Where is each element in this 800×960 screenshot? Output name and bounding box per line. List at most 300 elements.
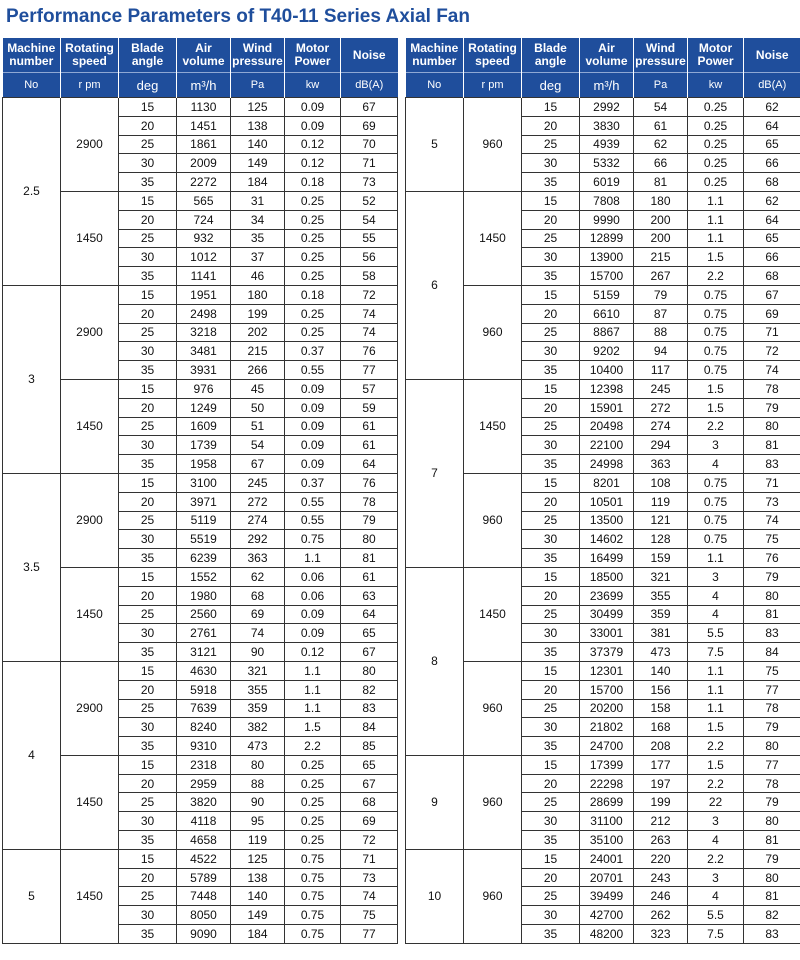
- machine-number-cell: 9: [406, 755, 464, 849]
- machine-number-cell: 4: [3, 661, 61, 849]
- blade-angle-cell: 20: [522, 116, 580, 135]
- blade-angle-cell: 15: [119, 379, 177, 398]
- machine-number-cell: 10: [406, 849, 464, 943]
- noise-cell: 64: [341, 605, 398, 624]
- motor-power-cell: 4: [688, 887, 744, 906]
- motor-power-cell: 0.75: [285, 925, 341, 944]
- noise-cell: 69: [341, 116, 398, 135]
- wind-pressure-cell: 180: [634, 191, 688, 210]
- blade-angle-cell: 30: [522, 248, 580, 267]
- blade-angle-unit: deg: [522, 73, 580, 98]
- noise-cell: 80: [341, 661, 398, 680]
- rotating-speed-unit: r pm: [464, 73, 522, 98]
- blade-angle-cell: 15: [119, 849, 177, 868]
- air-volume-cell: 4118: [177, 812, 231, 831]
- noise-cell: 67: [341, 98, 398, 117]
- noise-unit: dB(A): [744, 73, 800, 98]
- air-volume-cell: 31100: [580, 812, 634, 831]
- noise-cell: 74: [341, 304, 398, 323]
- air-volume-cell: 20701: [580, 868, 634, 887]
- motor-power-cell: 0.25: [285, 267, 341, 286]
- motor-power-cell: 0.75: [285, 530, 341, 549]
- table-row: [406, 755, 800, 774]
- air-volume-cell: 13500: [580, 511, 634, 530]
- rotating-speed-cell: 960: [464, 755, 522, 849]
- rotating-speed-cell: 1450: [61, 849, 119, 943]
- noise-cell: 62: [744, 191, 800, 210]
- noise-cell: 79: [744, 718, 800, 737]
- air-volume-cell: 12899: [580, 229, 634, 248]
- motor-power-cell: 3: [688, 868, 744, 887]
- wind-pressure-unit: Pa: [231, 73, 285, 98]
- noise-cell: 79: [744, 398, 800, 417]
- blade-angle-cell: 30: [119, 812, 177, 831]
- air-volume-cell: 28699: [580, 793, 634, 812]
- blade-angle-cell: 15: [522, 661, 580, 680]
- rotating-speed-header: Rotating speed: [61, 38, 119, 73]
- motor-power-cell: 1.5: [688, 755, 744, 774]
- blade-angle-cell: 30: [119, 248, 177, 267]
- motor-power-cell: 5.5: [688, 624, 744, 643]
- table-row: [406, 567, 800, 586]
- wind-pressure-cell: 382: [231, 718, 285, 737]
- wind-pressure-cell: 246: [634, 887, 688, 906]
- motor-power-cell: 0.75: [688, 511, 744, 530]
- wind-pressure-cell: 272: [231, 492, 285, 511]
- noise-cell: 75: [744, 661, 800, 680]
- blade-angle-cell: 15: [119, 473, 177, 492]
- blade-angle-cell: 25: [119, 135, 177, 154]
- wind-pressure-cell: 262: [634, 906, 688, 925]
- air-volume-cell: 2009: [177, 154, 231, 173]
- motor-power-cell: 0.12: [285, 135, 341, 154]
- air-volume-cell: 1861: [177, 135, 231, 154]
- wind-pressure-cell: 184: [231, 925, 285, 944]
- blade-angle-unit: deg: [119, 73, 177, 98]
- motor-power-cell: 5.5: [688, 906, 744, 925]
- air-volume-cell: 1958: [177, 455, 231, 474]
- noise-cell: 84: [341, 718, 398, 737]
- wind-pressure-cell: 66: [634, 154, 688, 173]
- air-volume-cell: 18500: [580, 567, 634, 586]
- noise-cell: 66: [744, 154, 800, 173]
- noise-cell: 69: [744, 304, 800, 323]
- air-volume-cell: 22100: [580, 436, 634, 455]
- air-volume-cell: 5119: [177, 511, 231, 530]
- noise-cell: 64: [341, 455, 398, 474]
- rotating-speed-cell: 960: [464, 285, 522, 379]
- noise-cell: 67: [341, 643, 398, 662]
- motor-power-cell: 0.09: [285, 379, 341, 398]
- wind-pressure-cell: 323: [634, 925, 688, 944]
- noise-cell: 79: [744, 567, 800, 586]
- rotating-speed-cell: 1450: [464, 379, 522, 473]
- noise-cell: 78: [744, 379, 800, 398]
- blade-angle-cell: 15: [522, 849, 580, 868]
- blade-angle-cell: 20: [119, 116, 177, 135]
- motor-power-unit: kw: [285, 73, 341, 98]
- blade-angle-cell: 25: [522, 793, 580, 812]
- wind-pressure-cell: 321: [231, 661, 285, 680]
- wind-pressure-cell: 140: [634, 661, 688, 680]
- blade-angle-cell: 25: [119, 887, 177, 906]
- motor-power-cell: 0.25: [285, 210, 341, 229]
- motor-power-cell: 1.1: [285, 549, 341, 568]
- wind-pressure-cell: 159: [634, 549, 688, 568]
- blade-angle-cell: 20: [522, 868, 580, 887]
- wind-pressure-cell: 363: [634, 455, 688, 474]
- air-volume-cell: 8201: [580, 473, 634, 492]
- wind-pressure-header: Wind pressure: [634, 38, 688, 73]
- blade-angle-cell: 15: [119, 285, 177, 304]
- blade-angle-cell: 20: [119, 210, 177, 229]
- table-header: [406, 38, 800, 98]
- air-volume-cell: 3121: [177, 643, 231, 662]
- noise-cell: 77: [341, 361, 398, 380]
- table-body: [406, 98, 800, 944]
- header-row: [406, 38, 800, 73]
- noise-cell: 74: [341, 323, 398, 342]
- air-volume-cell: 3218: [177, 323, 231, 342]
- air-volume-cell: 42700: [580, 906, 634, 925]
- blade-angle-cell: 35: [522, 925, 580, 944]
- motor-power-cell: 0.09: [285, 436, 341, 455]
- air-volume-cell: 1609: [177, 417, 231, 436]
- noise-cell: 57: [341, 379, 398, 398]
- wind-pressure-cell: 121: [634, 511, 688, 530]
- air-volume-cell: 2560: [177, 605, 231, 624]
- air-volume-cell: 3481: [177, 342, 231, 361]
- blade-angle-cell: 25: [119, 417, 177, 436]
- wind-pressure-cell: 119: [634, 492, 688, 511]
- wind-pressure-cell: 50: [231, 398, 285, 417]
- wind-pressure-cell: 200: [634, 229, 688, 248]
- motor-power-cell: 0.75: [285, 906, 341, 925]
- table-row: [3, 755, 398, 774]
- noise-cell: 83: [341, 699, 398, 718]
- machine-number-cell: 5: [3, 849, 61, 943]
- blade-angle-cell: 25: [522, 699, 580, 718]
- air-volume-cell: 1141: [177, 267, 231, 286]
- wind-pressure-cell: 34: [231, 210, 285, 229]
- blade-angle-cell: 35: [119, 549, 177, 568]
- blade-angle-cell: 30: [119, 436, 177, 455]
- wind-pressure-cell: 200: [634, 210, 688, 229]
- motor-power-cell: 1.5: [688, 718, 744, 737]
- table-row: [406, 98, 800, 117]
- wind-pressure-cell: 243: [634, 868, 688, 887]
- wind-pressure-cell: 359: [634, 605, 688, 624]
- rotating-speed-cell: 1450: [61, 379, 119, 473]
- wind-pressure-cell: 119: [231, 831, 285, 850]
- blade-angle-cell: 15: [119, 567, 177, 586]
- air-volume-cell: 9202: [580, 342, 634, 361]
- rotating-speed-cell: 960: [464, 98, 522, 192]
- blade-angle-cell: 15: [119, 191, 177, 210]
- wind-pressure-cell: 292: [231, 530, 285, 549]
- blade-angle-cell: 25: [119, 511, 177, 530]
- noise-cell: 66: [744, 248, 800, 267]
- noise-cell: 84: [744, 643, 800, 662]
- noise-cell: 81: [744, 887, 800, 906]
- machine-number-cell: 5: [406, 98, 464, 192]
- air-volume-cell: 2272: [177, 173, 231, 192]
- air-volume-cell: 3931: [177, 361, 231, 380]
- wind-pressure-cell: 125: [231, 849, 285, 868]
- noise-cell: 64: [744, 210, 800, 229]
- air-volume-cell: 7639: [177, 699, 231, 718]
- motor-power-cell: 0.25: [688, 154, 744, 173]
- motor-power-cell: 1.5: [688, 379, 744, 398]
- noise-cell: 58: [341, 267, 398, 286]
- noise-cell: 71: [341, 154, 398, 173]
- wind-pressure-cell: 245: [231, 473, 285, 492]
- air-volume-cell: 8240: [177, 718, 231, 737]
- motor-power-cell: 2.2: [688, 417, 744, 436]
- air-volume-cell: 8867: [580, 323, 634, 342]
- table-body: [3, 98, 398, 944]
- motor-power-cell: 0.75: [285, 849, 341, 868]
- motor-power-cell: 0.25: [285, 812, 341, 831]
- blade-angle-cell: 15: [119, 98, 177, 117]
- motor-power-cell: 0.75: [688, 473, 744, 492]
- noise-cell: 52: [341, 191, 398, 210]
- noise-cell: 68: [744, 173, 800, 192]
- air-volume-cell: 12398: [580, 379, 634, 398]
- motor-power-cell: 3: [688, 567, 744, 586]
- noise-cell: 68: [744, 267, 800, 286]
- wind-pressure-cell: 197: [634, 774, 688, 793]
- air-volume-cell: 35100: [580, 831, 634, 850]
- noise-cell: 81: [341, 549, 398, 568]
- air-volume-cell: 932: [177, 229, 231, 248]
- blade-angle-cell: 30: [522, 436, 580, 455]
- air-volume-cell: 23699: [580, 586, 634, 605]
- wind-pressure-cell: 90: [231, 643, 285, 662]
- blade-angle-cell: 20: [522, 586, 580, 605]
- air-volume-cell: 48200: [580, 925, 634, 944]
- blade-angle-cell: 30: [119, 530, 177, 549]
- table-row: [406, 661, 800, 680]
- noise-cell: 70: [341, 135, 398, 154]
- motor-power-cell: 4: [688, 586, 744, 605]
- wind-pressure-cell: 266: [231, 361, 285, 380]
- wind-pressure-cell: 62: [231, 567, 285, 586]
- noise-cell: 76: [341, 473, 398, 492]
- motor-power-cell: 0.25: [285, 229, 341, 248]
- wind-pressure-cell: 184: [231, 173, 285, 192]
- motor-power-cell: 0.75: [688, 342, 744, 361]
- wind-pressure-cell: 46: [231, 267, 285, 286]
- motor-power-cell: 1.1: [688, 229, 744, 248]
- air-volume-cell: 6610: [580, 304, 634, 323]
- blade-angle-cell: 35: [119, 361, 177, 380]
- air-volume-cell: 2498: [177, 304, 231, 323]
- noise-cell: 72: [744, 342, 800, 361]
- blade-angle-cell: 35: [119, 455, 177, 474]
- wind-pressure-cell: 90: [231, 793, 285, 812]
- air-volume-cell: 12301: [580, 661, 634, 680]
- noise-cell: 80: [744, 417, 800, 436]
- motor-power-cell: 0.25: [285, 831, 341, 850]
- motor-power-cell: 0.09: [285, 455, 341, 474]
- wind-pressure-cell: 355: [231, 680, 285, 699]
- motor-power-cell: 3: [688, 812, 744, 831]
- motor-power-cell: 1.5: [688, 398, 744, 417]
- rotating-speed-cell: 1450: [464, 567, 522, 661]
- rotating-speed-unit: r pm: [61, 73, 119, 98]
- table-row: [406, 379, 800, 398]
- air-volume-cell: 1552: [177, 567, 231, 586]
- noise-cell: 78: [744, 699, 800, 718]
- wind-pressure-cell: 215: [634, 248, 688, 267]
- blade-angle-cell: 20: [522, 398, 580, 417]
- noise-cell: 83: [744, 624, 800, 643]
- rotating-speed-cell: 2900: [61, 473, 119, 567]
- motor-power-cell: 1.1: [688, 699, 744, 718]
- blade-angle-cell: 20: [522, 492, 580, 511]
- noise-cell: 71: [341, 849, 398, 868]
- wind-pressure-cell: 245: [634, 379, 688, 398]
- blade-angle-cell: 15: [522, 285, 580, 304]
- noise-cell: 83: [744, 925, 800, 944]
- machine-number-cell: 8: [406, 567, 464, 755]
- noise-cell: 65: [744, 135, 800, 154]
- table-row: [3, 379, 398, 398]
- noise-cell: 71: [744, 323, 800, 342]
- air-volume-cell: 3971: [177, 492, 231, 511]
- motor-power-cell: 0.75: [688, 323, 744, 342]
- wind-pressure-cell: 62: [634, 135, 688, 154]
- table-row: [406, 473, 800, 492]
- table-row: [3, 567, 398, 586]
- motor-power-cell: 1.5: [285, 718, 341, 737]
- rotating-speed-cell: 960: [464, 661, 522, 755]
- air-volume-cell: 7808: [580, 191, 634, 210]
- blade-angle-cell: 25: [119, 323, 177, 342]
- motor-power-cell: 1.1: [688, 191, 744, 210]
- noise-cell: 73: [341, 173, 398, 192]
- motor-power-cell: 0.37: [285, 473, 341, 492]
- blade-angle-cell: 35: [522, 455, 580, 474]
- wind-pressure-cell: 220: [634, 849, 688, 868]
- wind-pressure-cell: 88: [634, 323, 688, 342]
- motor-power-cell: 1.1: [688, 680, 744, 699]
- motor-power-cell: 0.25: [285, 755, 341, 774]
- motor-power-cell: 4: [688, 455, 744, 474]
- air-volume-cell: 22298: [580, 774, 634, 793]
- table-row: [3, 285, 398, 304]
- motor-power-cell: 0.55: [285, 361, 341, 380]
- blade-angle-cell: 15: [119, 755, 177, 774]
- wind-pressure-cell: 61: [634, 116, 688, 135]
- table-row: [406, 849, 800, 868]
- blade-angle-cell: 30: [522, 342, 580, 361]
- wind-pressure-cell: 125: [231, 98, 285, 117]
- blade-angle-cell: 25: [119, 699, 177, 718]
- rotating-speed-cell: 960: [464, 473, 522, 567]
- table-header: [3, 38, 398, 98]
- wind-pressure-cell: 88: [231, 774, 285, 793]
- blade-angle-cell: 15: [522, 567, 580, 586]
- noise-cell: 69: [341, 812, 398, 831]
- table-row: [3, 661, 398, 680]
- wind-pressure-cell: 272: [634, 398, 688, 417]
- air-volume-cell: 15901: [580, 398, 634, 417]
- motor-power-cell: 2.2: [688, 774, 744, 793]
- rotating-speed-header: Rotating speed: [464, 38, 522, 73]
- wind-pressure-cell: 355: [634, 586, 688, 605]
- air-volume-cell: 30499: [580, 605, 634, 624]
- wind-pressure-cell: 363: [231, 549, 285, 568]
- wind-pressure-cell: 158: [634, 699, 688, 718]
- air-volume-cell: 4939: [580, 135, 634, 154]
- blade-angle-cell: 25: [119, 793, 177, 812]
- motor-power-cell: 2.2: [688, 737, 744, 756]
- noise-cell: 85: [341, 737, 398, 756]
- noise-cell: 82: [744, 906, 800, 925]
- noise-cell: 80: [744, 868, 800, 887]
- machine-number-cell: 6: [406, 191, 464, 379]
- blade-angle-cell: 30: [119, 906, 177, 925]
- air-volume-cell: 3820: [177, 793, 231, 812]
- air-volume-cell: 565: [177, 191, 231, 210]
- blade-angle-cell: 30: [522, 624, 580, 643]
- air-volume-cell: 20498: [580, 417, 634, 436]
- air-volume-cell: 1739: [177, 436, 231, 455]
- blade-angle-cell: 35: [522, 361, 580, 380]
- noise-cell: 63: [341, 586, 398, 605]
- air-volume-unit: m³/h: [177, 73, 231, 98]
- motor-power-cell: 2.2: [688, 849, 744, 868]
- noise-header: Noise: [341, 38, 398, 73]
- air-volume-header: Air volume: [177, 38, 231, 73]
- noise-cell: 75: [744, 530, 800, 549]
- noise-unit: dB(A): [341, 73, 398, 98]
- rotating-speed-cell: 2900: [61, 285, 119, 379]
- blade-angle-cell: 15: [522, 755, 580, 774]
- blade-angle-cell: 15: [522, 473, 580, 492]
- wind-pressure-cell: 473: [231, 737, 285, 756]
- noise-cell: 54: [341, 210, 398, 229]
- noise-cell: 62: [744, 98, 800, 117]
- wind-pressure-cell: 54: [634, 98, 688, 117]
- wind-pressure-cell: 54: [231, 436, 285, 455]
- motor-power-header: Motor Power: [688, 38, 744, 73]
- noise-cell: 67: [341, 774, 398, 793]
- blade-angle-cell: 35: [522, 267, 580, 286]
- noise-cell: 65: [341, 624, 398, 643]
- noise-cell: 74: [744, 361, 800, 380]
- machine-number-header: Machine number: [3, 38, 61, 73]
- air-volume-cell: 24998: [580, 455, 634, 474]
- noise-cell: 79: [341, 511, 398, 530]
- wind-pressure-cell: 45: [231, 379, 285, 398]
- wind-pressure-cell: 212: [634, 812, 688, 831]
- air-volume-cell: 5159: [580, 285, 634, 304]
- motor-power-cell: 1.1: [688, 661, 744, 680]
- air-volume-cell: 2959: [177, 774, 231, 793]
- rotating-speed-cell: 1450: [61, 191, 119, 285]
- blade-angle-cell: 25: [119, 605, 177, 624]
- noise-cell: 78: [744, 774, 800, 793]
- air-volume-cell: 2318: [177, 755, 231, 774]
- air-volume-header: Air volume: [580, 38, 634, 73]
- wind-pressure-cell: 202: [231, 323, 285, 342]
- rotating-speed-cell: 960: [464, 849, 522, 943]
- blade-angle-cell: 15: [522, 98, 580, 117]
- blade-angle-cell: 35: [522, 737, 580, 756]
